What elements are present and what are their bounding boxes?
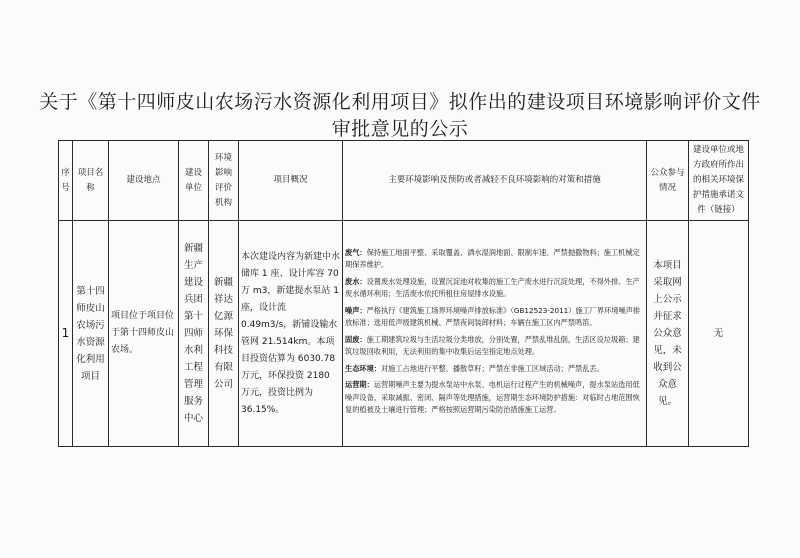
header-overview: 项目概况 bbox=[239, 141, 343, 221]
row-commitment: 无 bbox=[689, 221, 749, 447]
row-location: 项目位于项目位于第十四师皮山农场。 bbox=[109, 221, 179, 447]
header-participation: 公众参与情况 bbox=[647, 141, 689, 221]
header-eia-agency: 环境影响评价机构 bbox=[209, 141, 239, 221]
measure-exhaust-gas: 废气：保持施工地面平整、采取覆盖、洒水湿润地面、限制车速、严禁抛撒物料；施工机械定期保养维护。 bbox=[345, 247, 640, 269]
measure-solid-waste: 固废：施工期建筑垃圾与生活垃圾分类堆放，分别处置，严禁乱堆乱倒，生活区设垃圾箱；建筑垃圾回收利用，无法利用的集中收集后运至指定地点处理。 bbox=[345, 334, 640, 356]
row-eia-agency: 新疆祥达亿源环保科技有限公司 bbox=[209, 221, 239, 447]
row-project-name: 第十四师皮山农场污水资源化利用项目 bbox=[73, 221, 109, 447]
measure-wastewater: 废水：设置废水处理设施，设置沉淀池对收集的施工生产废水进行沉淀处理，不得外排。生产废水循环利用；生活废水依托所租住房屋排水设施。 bbox=[345, 276, 640, 298]
approval-table bbox=[58, 140, 749, 447]
row-builder: 新疆生产建设兵团第十四师水利工程管理服务中心 bbox=[179, 221, 209, 447]
measure-ecology: 生态环境：对施工占地进行平整、播散草籽；严禁在非施工区域活动；严禁乱丢。 bbox=[345, 363, 604, 373]
header-location: 建设地点 bbox=[109, 141, 179, 221]
measure-noise: 噪声：严格执行《建筑施工场界环境噪声排放标准》（GB12523-2011）施工厂界环境噪声排放标准；选用低声级建筑机械、严禁夜间装卸材料；车辆在施工区内严禁鸣笛。 bbox=[345, 305, 641, 327]
table-row bbox=[59, 221, 749, 447]
header-project-name: 项目名称 bbox=[73, 141, 109, 221]
header-seq: 序号 bbox=[59, 141, 73, 221]
header-measures: 主要环境影响及预防或者减轻不良环境影响的对策和措施 bbox=[343, 141, 647, 221]
row-participation: 本项目采取网上公示并征求公众意见，未收到公众意见。 bbox=[647, 221, 689, 447]
header-builder: 建设单位 bbox=[179, 141, 209, 221]
header-commitment: 建设单位或地方政府所作出的相关环境保护措施承诺文件（链接） bbox=[689, 141, 749, 221]
measure-operation: 运营期：运营期噪声主要为提水泵站中水泵、电机运行过程产生的机械噪声，提水泵站选用低噪声设备，采取减振、密闭、隔声等处理措施，运营期生态环境防护措施：对临时占地范围恢复的植被及土壤进行管理；严格按照运营期污染防治措施施工运营。 bbox=[345, 380, 640, 414]
document-title-line-1: 关于《第十四师皮山农场污水资源化利用项目》拟作出的建设项目环境影响评价文件 bbox=[39, 91, 761, 113]
table-header-row bbox=[59, 141, 749, 221]
row-measures bbox=[343, 221, 647, 447]
row-seq: 1 bbox=[59, 221, 73, 447]
document-title-line-2: 审批意见的公示 bbox=[331, 118, 469, 140]
row-overview: 本次建设内容为新建中水储库 1 座、设计库容 70 万 m3，新建提水泵站 1 座，设计流 0.49m3/s，新铺设输水管网 21.514km。本项目投资估算为 6030.78 万元，环保投资 2180 万元，投资比例为 36.15%。 bbox=[239, 221, 343, 447]
